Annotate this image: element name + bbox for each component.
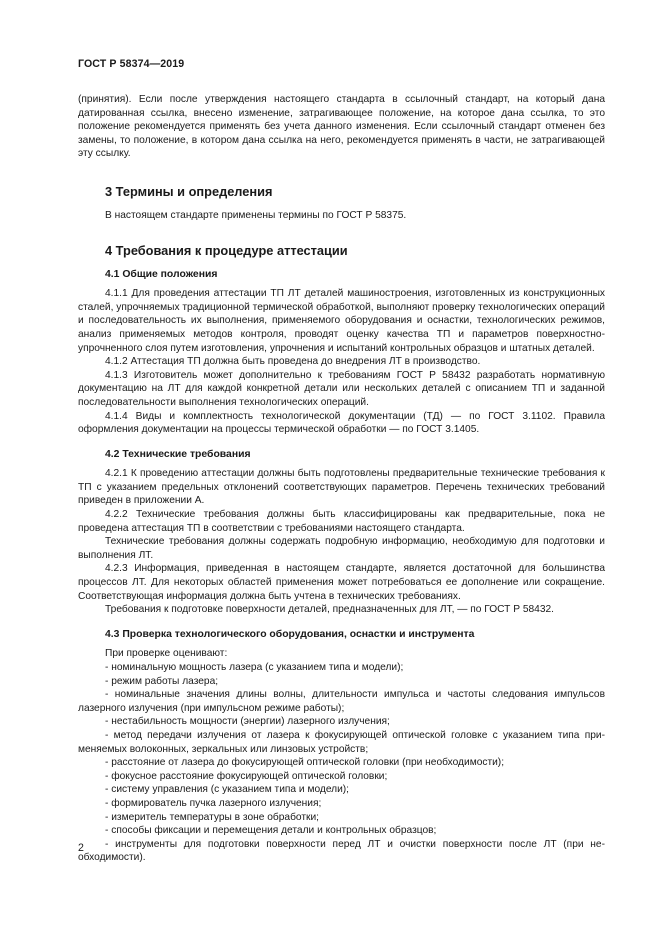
clause-4-2-3-continued: Требования к подготовке поверхности деталей, предназначенных для ЛТ, — по ГОСТ Р 58432. — [105, 604, 555, 616]
list-item: - номинальную мощность лазера (с указанием типа и модели); — [105, 662, 404, 673]
evaluation-list — [78, 661, 605, 865]
clause-4-1-1: 4.1.1 Для проведения аттестации ТП ЛТ деталей машиностроения, изготовленных из конструкционных сталей, упрочняемых традиционной термической обработкой, выполняют проверку технологических операций и последовательность их выполнения, применяемого оборудования и оснастки, технологических режимов, анализ применяемых методов контроля, проводят оценку качества ТП и параметров поверхностно-упрочненного слоя путем изготовления, упрочнения и испытаний контрольных образцов и штатных деталей. — [78, 288, 605, 354]
list-item: - способы фиксации и перемещения детали и контрольных образцов; — [105, 825, 437, 837]
clause-4-1-4: 4.1.4 Виды и комплектность технологической документации (ТД) — по ГОСТ 3.1102. Правила оформления документации на процессы термической обработки — по ГОСТ 3.1405. — [78, 410, 605, 436]
list-item: - нестабильность мощности (энергии) лазерного излучения; — [105, 716, 390, 728]
list-item: - метод передачи излучения от лазера к фокусирующей оптической головке с указанием типа применяемых волоконных, зеркальных или линзовых устройств; — [78, 729, 605, 755]
page-content — [78, 93, 605, 865]
list-item: - инструменты для подготовки поверхности перед ЛТ и очистки поверхности после ЛТ (при необходимости). — [78, 838, 605, 864]
clause-4-2-2: 4.2.2 Технические требования должны быть классифицированы как предварительные, пока не проведена аттестация ТП в соответствии с требованиями настоящего стандарта. — [78, 509, 605, 534]
section-4-3-title: 4.3 Проверка технологического оборудования, оснастки и инструмента — [105, 628, 475, 640]
clause-4-1-3: 4.1.3 Изготовитель может дополнительно к требованиям ГОСТ Р 58432 разработать нормативную документацию на ЛТ для каждой конкретной детали или нескольких деталей с описанием ТП и заданной последовательности выполнения технологических операций. — [78, 369, 605, 408]
list-item: - расстояние от лазера до фокусирующей оптической головки (при необходимости); — [105, 757, 505, 769]
page-number: 2 — [78, 842, 84, 854]
section-4-2-title: 4.2 Технические требования — [105, 448, 251, 460]
section-3-text: В настоящем стандарте применены термины по ГОСТ Р 58375. — [105, 209, 407, 221]
list-item: - номинальные значения длины волны, длительности импульса и частоты следования импульсов лазерного излучения (при импульсном режиме работы); — [78, 689, 605, 714]
section-4-1-title: 4.1 Общие положения — [105, 268, 218, 280]
clause-4-2-3: 4.2.3 Информация, приведенная в настоящем стандарте, является достаточной для большинства процессов ЛТ. Для некоторых областей применения может потребоваться ее дополнение или сокращение. Соответствующая информация должна быть учтена в технических требованиях. — [78, 563, 605, 602]
intro-paragraph: (принятия). Если после утверждения настоящего стандарта в ссылочный стандарт, на который дана датированная ссылка, внесено изменение, затрагивающее положение, на которое дана ссылка, то это положение рекомендуется применять без учета данного изменения. Если ссылочный стандарт отменен без замены, то положение, в котором дана ссылка на него, рекомендуется применять в части, не затрагивающей эту ссылку. — [78, 94, 605, 160]
list-item: - фокусное расстояние фокусирующей оптической головки; — [105, 770, 388, 782]
section-3-title: 3 Термины и определения — [105, 183, 273, 199]
running-head: ГОСТ Р 58374—2019 — [78, 58, 185, 70]
clause-4-2-1: 4.2.1 К проведению аттестации должны быть подготовлены предварительные технические требования к ТП с указанием предельных отклонений соответствующих параметров. Перечень технических требований приведен в приложении А. — [78, 468, 605, 507]
list-item: - систему управления (с указанием типа и модели); — [105, 784, 350, 796]
clause-4-2-2-continued: Технические требования должны содержать подробную информацию, необходимую для подготовки и выполнения ЛТ. — [78, 536, 605, 561]
list-item: - измеритель температуры в зоне обработки; — [105, 811, 320, 823]
list-item: - режим работы лазера; — [105, 675, 219, 687]
clause-4-1-2: 4.1.2 Аттестация ТП должна быть проведена до внедрения ЛТ в производство. — [105, 356, 481, 368]
list-item: - формирователь пучка лазерного излучения; — [105, 797, 322, 809]
section-4-3-lead: При проверке оценивают: — [105, 648, 228, 660]
section-4-title: 4 Требования к процедуре аттестации — [105, 242, 348, 258]
